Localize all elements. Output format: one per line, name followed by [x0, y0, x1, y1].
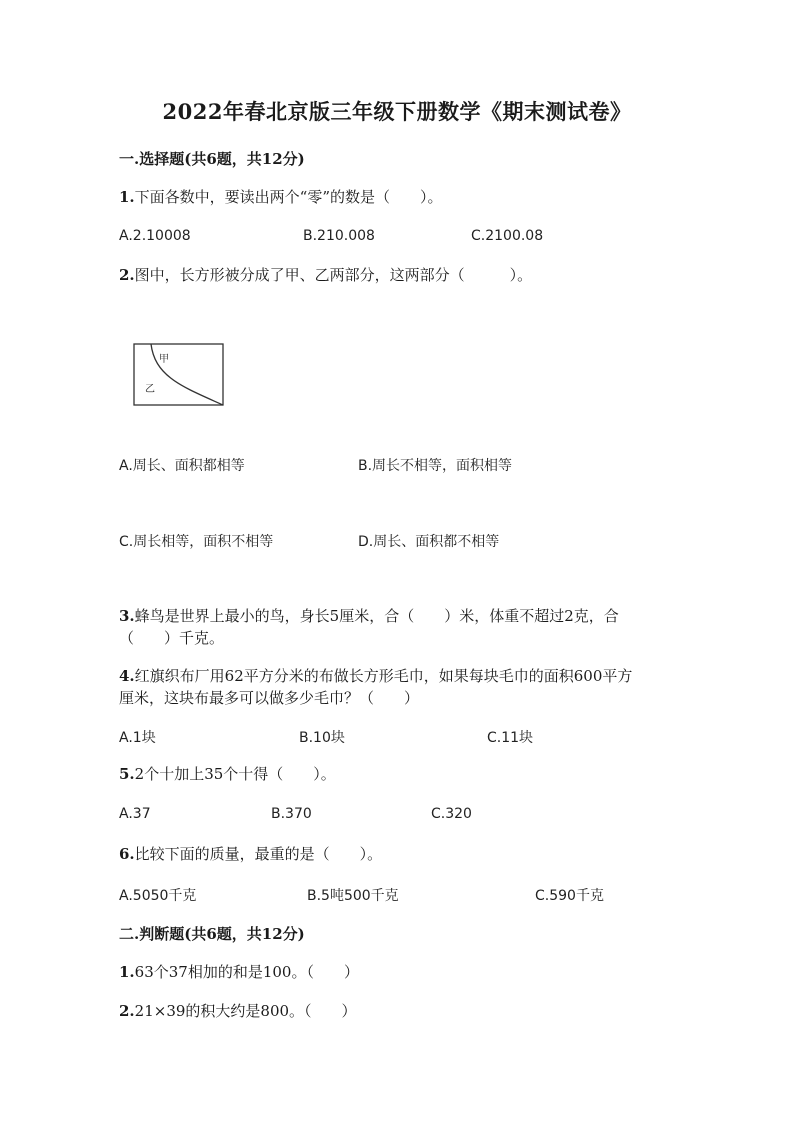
exam-title: 2022年春北京版三年级下册数学《期末测试卷》 — [162, 99, 632, 124]
question-text: 图中，长方形被分成了甲、乙两部分，这两部分（ ）。 — [134, 266, 533, 284]
question-number: 1. — [119, 963, 135, 981]
option-b: B.210.008 — [303, 228, 375, 244]
question-5 — [119, 763, 679, 785]
option-c: C.590千克 — [535, 888, 604, 904]
option-d: D.周长、面积都不相等 — [358, 534, 500, 550]
question-number: 6. — [119, 845, 135, 863]
option-a: A.1块 — [119, 730, 156, 746]
rectangle-figure — [133, 343, 225, 407]
question-number: 2. — [119, 266, 135, 284]
option-b: B.5吨500千克 — [307, 888, 399, 904]
question-number: 5. — [119, 765, 135, 783]
question-6 — [119, 843, 679, 865]
option-a: A.2.10008 — [119, 228, 191, 244]
question-text-line-2: 厘米，这块布最多可以做多少毛巾？（ ） — [119, 689, 420, 707]
question-text: 比较下面的质量，最重的是（ ）。 — [134, 845, 383, 863]
section-heading-choice: 一.选择题(共6题，共12分) — [119, 150, 305, 168]
figure-label-yi: 乙 — [145, 384, 155, 395]
question-text: 2个十加上35个十得（ ）。 — [134, 765, 336, 783]
option-c: C.2100.08 — [471, 228, 544, 244]
section-heading-judgment: 二.判断题(共6题，共12分) — [119, 925, 305, 943]
question-text-line-1: 蜂鸟是世界上最小的鸟，身长5厘米，合（ ）米，体重不超过2克，合 — [134, 607, 619, 625]
judgment-2 — [119, 1000, 679, 1022]
figure-label-jia: 甲 — [159, 354, 169, 365]
question-text-line-1: 红旗织布厂用62平方分米的布做长方形毛巾，如果每块毛巾的面积600平方 — [134, 667, 633, 685]
question-3 — [119, 605, 679, 627]
judgment-1 — [119, 961, 679, 983]
question-number: 3. — [119, 607, 135, 625]
option-b: B.10块 — [299, 730, 345, 746]
option-b: B.周长不相等，面积相等 — [358, 458, 513, 474]
question-4 — [119, 665, 679, 687]
question-number: 1. — [119, 188, 135, 206]
question-1 — [119, 186, 679, 208]
question-text: 21×39的积大约是800。（ ） — [134, 1002, 357, 1020]
question-4-continued — [119, 687, 679, 709]
question-2 — [119, 264, 679, 286]
option-a: A.37 — [119, 806, 151, 822]
option-c: C.11块 — [487, 730, 534, 746]
option-a: A.5050千克 — [119, 888, 197, 904]
question-text: 下面各数中，要读出两个“零”的数是（ ）。 — [134, 188, 443, 206]
option-c: C.周长相等，面积不相等 — [119, 534, 274, 550]
question-number: 2. — [119, 1002, 135, 1020]
question-number: 4. — [119, 667, 135, 685]
option-a: A.周长、面积都相等 — [119, 458, 245, 474]
option-b: B.370 — [271, 806, 312, 822]
rectangle-outline — [134, 344, 223, 405]
question-text-line-2: （ ）千克。 — [119, 629, 225, 647]
question-text: 63个37相加的和是100。（ ） — [134, 963, 359, 981]
question-3-continued — [119, 627, 679, 649]
option-c: C.320 — [431, 806, 472, 822]
